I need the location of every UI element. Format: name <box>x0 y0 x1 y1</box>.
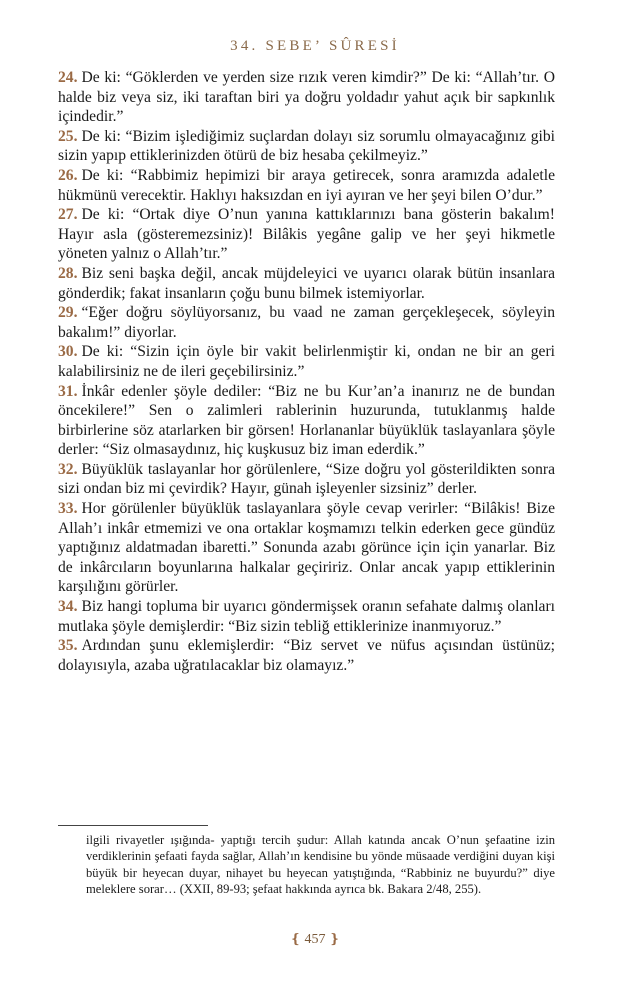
verse-25 <box>58 127 555 166</box>
verse-35 <box>58 636 555 675</box>
right-ornament-icon: ❵ <box>329 931 340 946</box>
verse-text: “Eğer doğru söylüyorsanız, bu vaad ne zaman gerçekleşecek, söyleyin bakalım!” diyorlar. <box>58 304 555 341</box>
verse-24 <box>58 68 555 127</box>
verse-26 <box>58 166 555 205</box>
verse-29 <box>58 303 555 342</box>
verse-28 <box>58 264 555 303</box>
verse-30 <box>58 342 555 381</box>
verse-number: 30. <box>58 343 78 361</box>
verse-text: De ki: “Bizim işlediğimiz suçlardan dolayı siz sorumlu olmayacağınız gibi sizin yapıp ettiklerinizden ötürü de biz hesaba çekilmeyiz.” <box>58 127 555 165</box>
page-header: 34. SEBE’ SÛRESİ <box>230 38 400 54</box>
verse-text: De ki: “Ortak diye O’nun yanına kattıklarınızı bana gösterin bakalım! Hayır asla (gösteremezsiniz)! Bilâkis yegâne galip ve her şeyi hikmetle yöneten yalnız o Allah’tır.” <box>58 206 555 263</box>
verse-text: De ki: “Sizin için öyle bir vakit belirlenmiştir ki, ondan ne bir an geri kalabilirsiniz ne de ileri geçebilirsiniz.” <box>58 343 555 380</box>
verse-text: İnkâr edenler şöyle dediler: “Biz ne bu Kur’an’a inanırız ne de bundan öncekilere!” Sen o zalimleri rablerinin huzurunda, tutuklanmış halde birbirlerine söz atarlarken bir görsen! Horlananlar büyüklük taslayanlara şöyle derler: “Siz olmasaydınız, hiç kuşkusuz biz iman ederdik.” <box>58 382 555 459</box>
footnote-divider <box>58 825 208 826</box>
verse-number: 33. <box>58 500 78 518</box>
verse-number: 31. <box>58 382 78 400</box>
verse-32 <box>58 460 555 499</box>
verse-number: 25. <box>58 127 78 145</box>
left-ornament-icon: ❴ <box>290 931 301 946</box>
verse-text: Büyüklük taslayanlar hor görülenlere, “Size doğru yol gösterildikten sonra sizi ondan biz mi çevirdik? Hayır, günah işleyenler sizsiniz” derler. <box>58 460 555 498</box>
verse-number: 35. <box>58 637 78 655</box>
verse-text: Biz hangi topluma bir uyarıcı göndermişsek oranın sefahate dalmış olanları mutlaka şöyle demişlerdir: “Biz sizin tebliğ ettiklerinize inanmıyoruz.” <box>58 598 555 635</box>
verse-text: Hor görülenler büyüklük taslayanlara şöyle cevap verirler: “Bilâkis! Bize Allah’ı inkâr etmemizi ve ona ortaklar koşmamızı telkin ederken gece gündüz yaptığınız aldatmadan ibaretti.” Sonunda azabı görünce için için yanarlar. Biz de inkârcıların boyunlarına halkalar geçiririz. Onlar ancak yapıp ettiklerinin karşılığını görürler. <box>58 500 555 596</box>
verse-text: De ki: “Göklerden ve yerden size rızık veren kimdir?” De ki: “Allah’tır. O halde biz veya siz, iki taraftan biri ya doğru yoldadır yahut açık bir sapkınlık içindedir.” <box>58 69 555 126</box>
page-number: 457 <box>304 932 326 947</box>
verse-number: 34. <box>58 598 78 616</box>
verse-list <box>58 68 555 675</box>
verse-text: Ardından şunu eklemişlerdir: “Biz servet ve nüfus açısından üstünüz; dolayısıyla, azaba uğratılacaklar biz olamayız.” <box>58 637 555 674</box>
verse-33 <box>58 499 555 597</box>
verse-text: Biz seni başka değil, ancak müjdeleyici ve uyarıcı olarak bütün insanlara gönderdik; fakat insanların çoğu bunu bilmek istemiyorlar. <box>58 264 555 302</box>
verse-number: 27. <box>58 206 78 224</box>
verse-number: 32. <box>58 460 78 478</box>
verse-27 <box>58 205 555 264</box>
page-number-block <box>0 931 630 948</box>
verse-number: 26. <box>58 166 78 184</box>
verse-number: 24. <box>58 69 78 86</box>
verse-number: 28. <box>58 264 78 282</box>
verse-text: De ki: “Rabbimiz hepimizi bir araya getirecek, sonra aramızda adaletle hükmünü verecektir. Haklıyı haksızdan en iyi ayıran ve her şeyi bilen O’dur.” <box>58 166 555 204</box>
verse-34 <box>58 597 555 636</box>
footnote: ilgili rivayetler ışığında- yaptığı tercih şudur: Allah katında ancak O’nun şefaatine izin verdiklerinin şefaati fayda sağlar, Allah’ın kendisine bu yönde müsaade verdiğini duyan kişi büyük bir heyecan duyar, nihayet bu heyecan yatıştığında, “Rabbiniz ne buyurdu?” diye meleklere sorar… (XXII, 89-93; şefaat hakkında ayrıca bk. Bakara 2/48, 255). <box>86 833 555 897</box>
verse-number: 29. <box>58 304 78 322</box>
verse-31 <box>58 382 555 460</box>
